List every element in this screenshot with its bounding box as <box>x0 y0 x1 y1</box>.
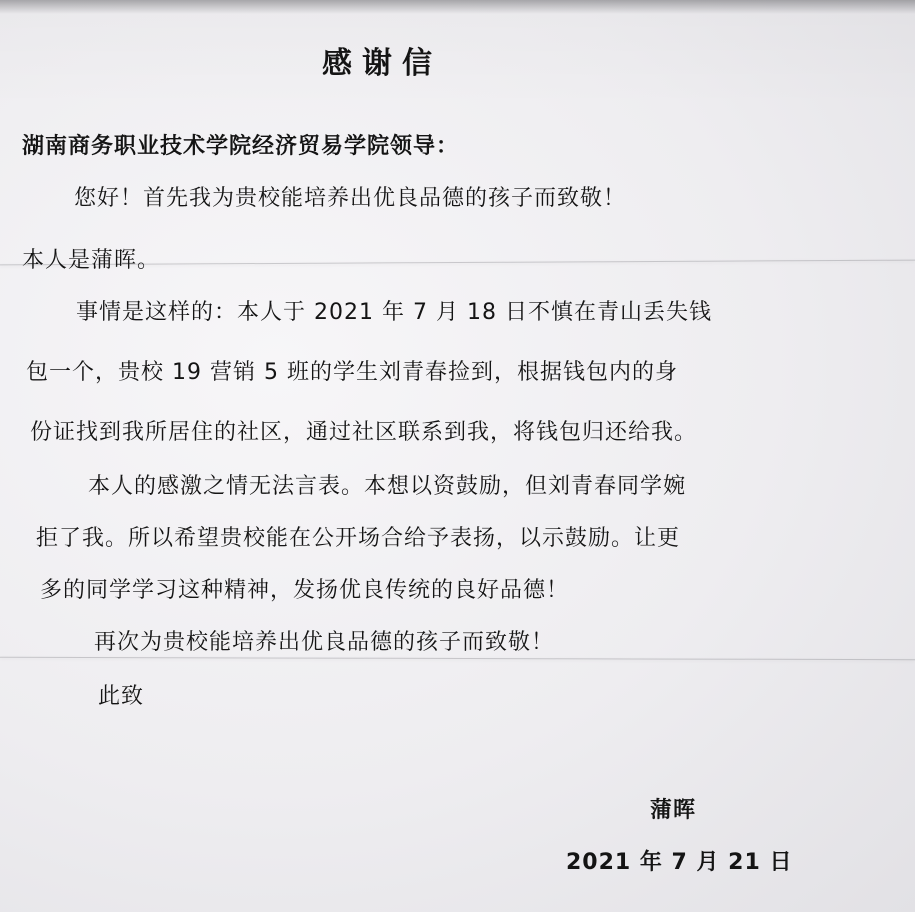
signature: 蒲晖 <box>650 798 697 823</box>
body-line: 本人的感激之情无法言表。本想以资鼓励，但刘青春同学婉 <box>88 474 687 499</box>
body-line: 事情是这样的：本人于 2021 年 7 月 18 日不慎在青山丢失钱 <box>76 300 712 325</box>
body-line: 多的同学学习这种精神，发扬优良传统的良好品德！ <box>40 578 570 603</box>
intro-line: 本人是蒲晖。 <box>22 248 161 273</box>
letter-date: 2021 年 7 月 21 日 <box>566 850 793 875</box>
body-line: 拒了我。所以希望贵校能在公开场合给予表扬，以示鼓励。让更 <box>36 526 681 551</box>
body-line: 份证找到我所居住的社区，通过社区联系到我，将钱包归还给我。 <box>30 420 698 445</box>
paper-shadow <box>0 0 915 14</box>
letter-title: 感谢信 <box>322 46 442 81</box>
salutation: 湖南商务职业技术学院经济贸易学院领导： <box>22 134 460 159</box>
body-line: 包一个，贵校 19 营销 5 班的学生刘青春捡到，根据钱包内的身 <box>26 360 678 385</box>
closing-line: 此致 <box>98 684 145 709</box>
body-line: 再次为贵校能培养出优良品德的孩子而致敬！ <box>94 630 555 655</box>
greeting-line: 您好！首先我为贵校能培养出优良品德的孩子而致敬！ <box>74 186 627 211</box>
